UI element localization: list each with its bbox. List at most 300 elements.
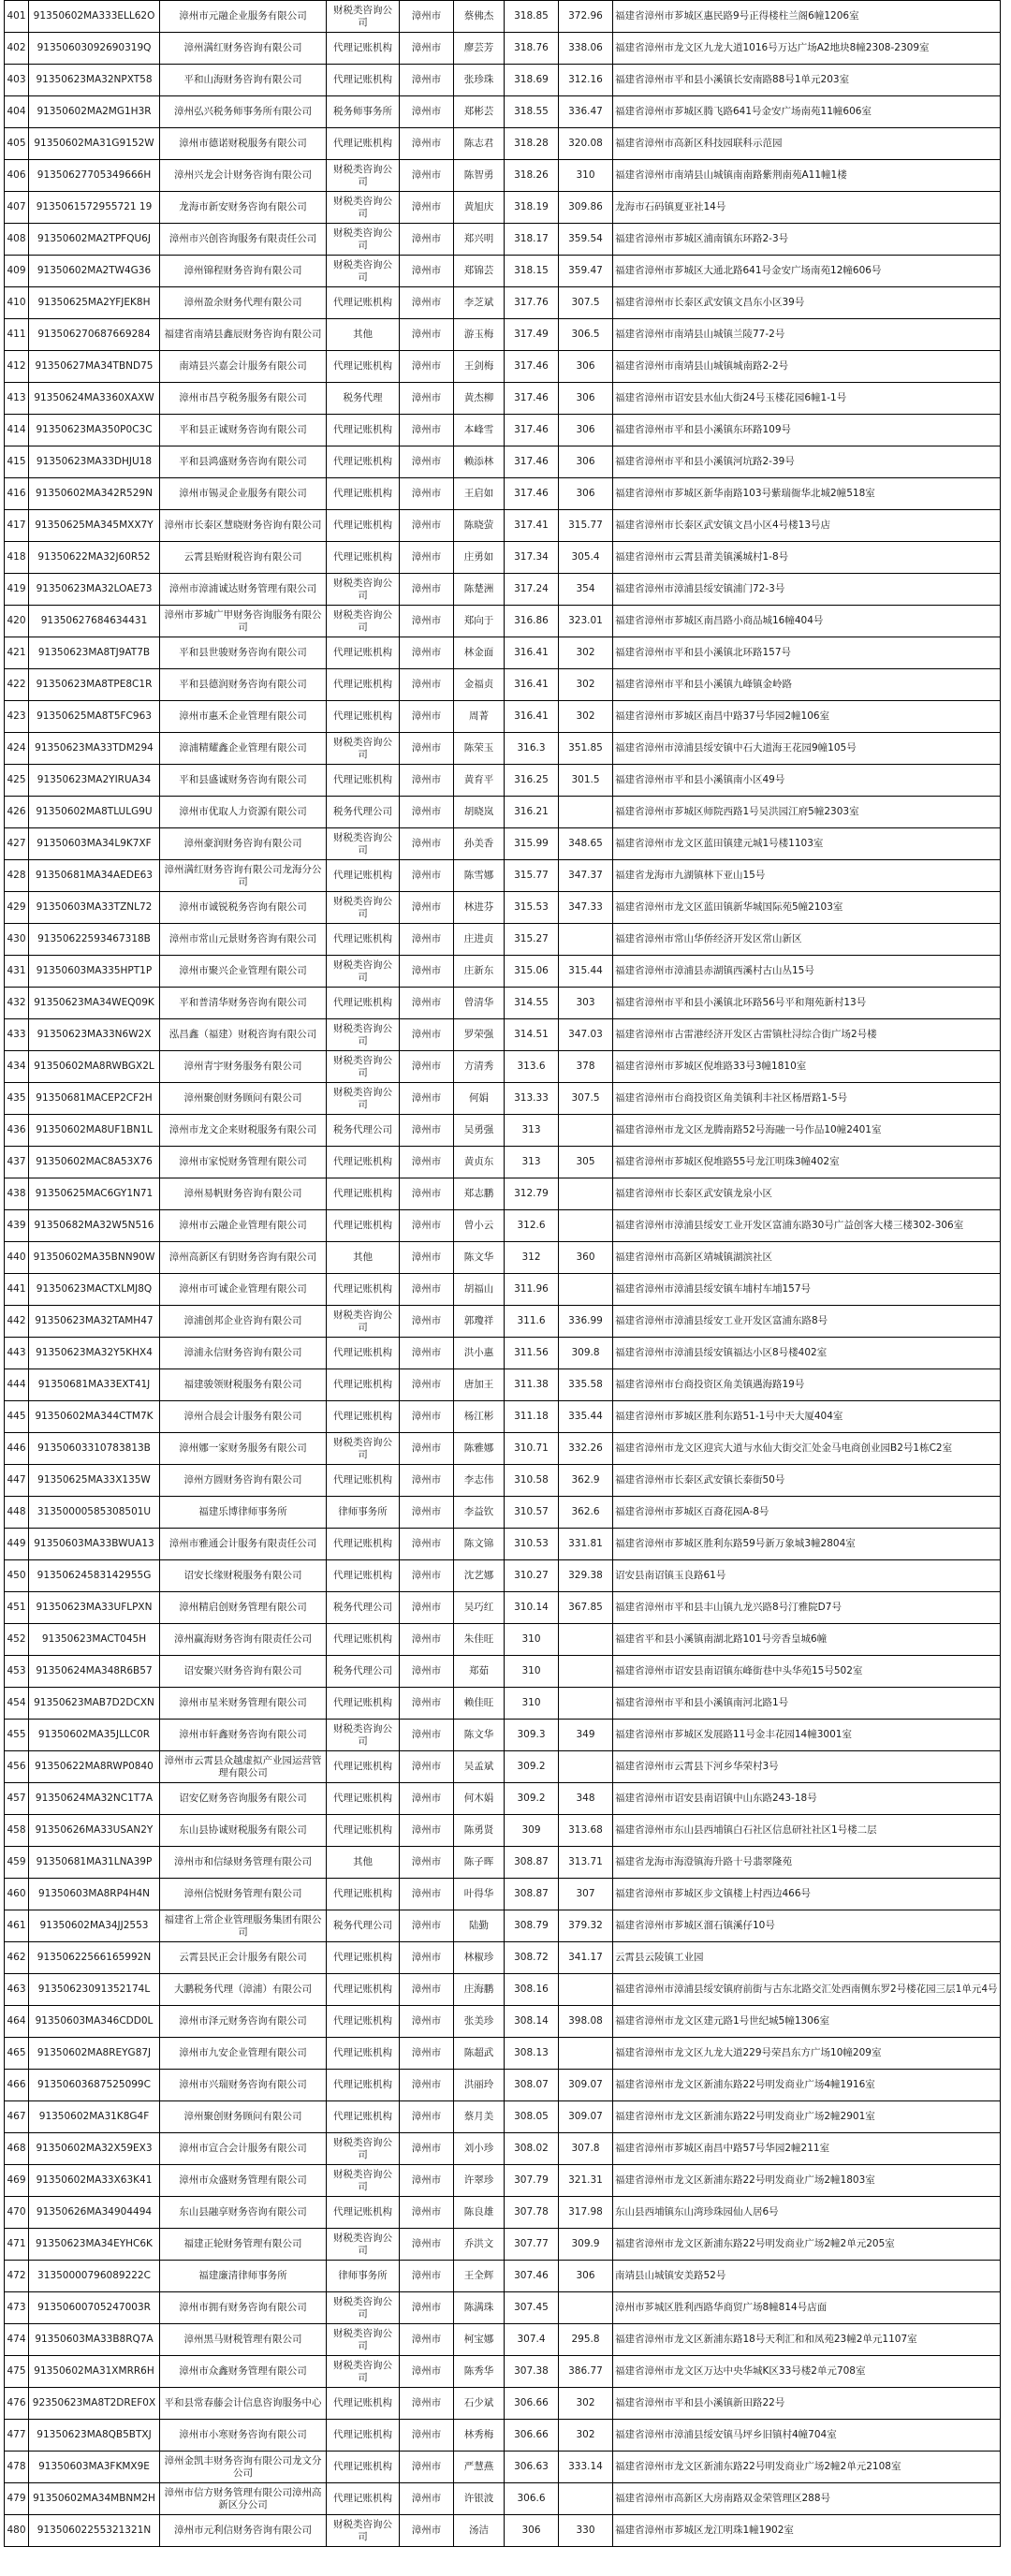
score-cell: 310.27 bbox=[505, 1560, 559, 1592]
company-name-cell: 漳州聚创财务顾问有限公司 bbox=[160, 2101, 327, 2133]
table-row bbox=[5, 860, 1001, 892]
capital-cell: 306 bbox=[559, 2261, 613, 2292]
score-cell: 310.57 bbox=[505, 1497, 559, 1529]
address-cell: 东山县西埔镇东山湾珍珠园仙人居6号 bbox=[613, 2197, 1001, 2229]
org-type-cell: 代理记账机构 bbox=[327, 415, 400, 446]
address-cell: 福建省漳州市龙文区九龙大道229号荣昌东方广场10幢209室 bbox=[613, 2038, 1001, 2070]
company-name-cell: 福建骏领财税服务有限公司 bbox=[160, 1369, 327, 1401]
table-row bbox=[5, 2261, 1001, 2292]
region-cell: 漳州市 bbox=[400, 96, 454, 128]
region-cell: 漳州市 bbox=[400, 1847, 454, 1879]
region-cell: 漳州市 bbox=[400, 1433, 454, 1465]
address-cell: 福建省漳州市龙文区万达中央华城K区33号楼2单元708室 bbox=[613, 2356, 1001, 2388]
capital-cell: 309.86 bbox=[559, 192, 613, 224]
row-number-cell: 409 bbox=[5, 256, 29, 287]
row-number-cell: 420 bbox=[5, 606, 29, 637]
company-name-cell: 福建乐博律师事务所 bbox=[160, 1497, 327, 1529]
org-type-cell: 财税类咨询公司 bbox=[327, 2515, 400, 2547]
region-cell: 漳州市 bbox=[400, 1306, 454, 1338]
credit-code-cell: 91350625MAC6GY1N71 bbox=[29, 1178, 160, 1210]
score-cell: 311.6 bbox=[505, 1306, 559, 1338]
capital-cell: 329.38 bbox=[559, 1560, 613, 1592]
region-cell: 漳州市 bbox=[400, 956, 454, 988]
credit-code-cell: 91350623MA33DHJU18 bbox=[29, 446, 160, 478]
table-row bbox=[5, 1465, 1001, 1497]
org-type-cell: 税务代理公司 bbox=[327, 797, 400, 828]
capital-cell bbox=[559, 1624, 613, 1656]
score-cell: 315.27 bbox=[505, 924, 559, 956]
org-type-cell: 代理记账机构 bbox=[327, 1210, 400, 1242]
region-cell: 漳州市 bbox=[400, 2356, 454, 2388]
company-name-cell: 龙海市新安财务咨询有限公司 bbox=[160, 192, 327, 224]
address-cell: 福建省龙海市海澄镇海升路十号翡翠隆苑 bbox=[613, 1847, 1001, 1879]
contact-person-cell: 黄杰柳 bbox=[454, 383, 505, 415]
row-number-cell: 402 bbox=[5, 33, 29, 65]
contact-person-cell: 汤洁 bbox=[454, 2515, 505, 2547]
address-cell: 福建省漳州市芗城区龙江明珠1幢1902室 bbox=[613, 2515, 1001, 2547]
credit-code-cell: 91350602MA33X63K41 bbox=[29, 2165, 160, 2197]
credit-code-cell: 91350625MA8T5FC963 bbox=[29, 701, 160, 733]
org-type-cell: 财税类咨询公司 bbox=[327, 956, 400, 988]
company-name-cell: 漳州市九安企业管理有限公司 bbox=[160, 2038, 327, 2070]
region-cell: 漳州市 bbox=[400, 1751, 454, 1783]
capital-cell: 362.6 bbox=[559, 1497, 613, 1529]
score-cell: 306 bbox=[505, 2515, 559, 2547]
address-cell: 福建省漳州市芗城区南昌中路57号华园2幢211室 bbox=[613, 2133, 1001, 2165]
address-cell: 福建省漳州市芗城区南昌中路37号华园2幢106室 bbox=[613, 701, 1001, 733]
credit-code-cell: 91350602MA31K8G4F bbox=[29, 2101, 160, 2133]
org-type-cell: 财税类咨询公司 bbox=[327, 1433, 400, 1465]
org-type-cell: 财税类咨询公司 bbox=[327, 1083, 400, 1115]
address-cell: 福建省漳州市芗城区胜利东路59号新万象城3幢2804室 bbox=[613, 1529, 1001, 1560]
company-name-cell: 漳州青宇财务服务有限公司 bbox=[160, 1051, 327, 1083]
contact-person-cell: 何木娟 bbox=[454, 1783, 505, 1815]
table-row bbox=[5, 574, 1001, 606]
credit-code-cell: 91350622MA8RWP0840 bbox=[29, 1751, 160, 1783]
contact-person-cell: 陈超武 bbox=[454, 2038, 505, 2070]
org-type-cell: 代理记账机构 bbox=[327, 1274, 400, 1306]
region-cell: 漳州市 bbox=[400, 2133, 454, 2165]
table-row bbox=[5, 828, 1001, 860]
table-row bbox=[5, 701, 1001, 733]
score-cell: 310 bbox=[505, 1656, 559, 1688]
table-row bbox=[5, 1720, 1001, 1751]
address-cell: 福建省漳州市平和县小溪镇长安南路88号1单元203室 bbox=[613, 65, 1001, 96]
company-name-cell: 漳州盈余财务代理有限公司 bbox=[160, 287, 327, 319]
org-type-cell: 代理记账机构 bbox=[327, 765, 400, 797]
credit-code-cell: 91350603MA335HPT1P bbox=[29, 956, 160, 988]
region-cell: 漳州市 bbox=[400, 1242, 454, 1274]
region-cell: 漳州市 bbox=[400, 1210, 454, 1242]
row-number-cell: 411 bbox=[5, 319, 29, 351]
company-name-cell: 漳州金凯丰财务咨询有限公司龙文分公司 bbox=[160, 2452, 327, 2483]
company-name-cell: 云霄县民正会计服务有限公司 bbox=[160, 1942, 327, 1974]
company-name-cell: 漳州市常山元景财务咨询有限公司 bbox=[160, 924, 327, 956]
company-name-cell: 漳州市元融企业服务有限公司 bbox=[160, 1, 327, 33]
contact-person-cell: 陈子晖 bbox=[454, 1847, 505, 1879]
row-number-cell: 405 bbox=[5, 128, 29, 160]
address-cell: 福建省漳州市南靖县山城镇兰陵77-2号 bbox=[613, 319, 1001, 351]
org-type-cell: 财税类咨询公司 bbox=[327, 192, 400, 224]
score-cell: 317.41 bbox=[505, 510, 559, 542]
contact-person-cell: 柯宝娜 bbox=[454, 2324, 505, 2356]
row-number-cell: 459 bbox=[5, 1847, 29, 1879]
credit-code-cell: 91350681MA34AEDE63 bbox=[29, 860, 160, 892]
row-number-cell: 426 bbox=[5, 797, 29, 828]
address-cell: 福建省漳州市平和县小溪镇新田路22号 bbox=[613, 2388, 1001, 2420]
row-number-cell: 422 bbox=[5, 669, 29, 701]
address-cell: 福建省漳州市龙文区新浦东路18号天利汇和和凤苑23幢2单元1107室 bbox=[613, 2324, 1001, 2356]
table-row bbox=[5, 1338, 1001, 1369]
table-row bbox=[5, 1942, 1001, 1974]
address-cell: 福建省漳州市龙文区新浦东路22号明发商业广场2幢2单元205室 bbox=[613, 2229, 1001, 2261]
credit-code-cell: 91350602MA35JLLC0R bbox=[29, 1720, 160, 1751]
table-row bbox=[5, 606, 1001, 637]
contact-person-cell: 方清秀 bbox=[454, 1051, 505, 1083]
org-type-cell: 财税类咨询公司 bbox=[327, 2165, 400, 2197]
address-cell: 福建省漳州市龙文区新浦东路22号明发商业广场2幢1803室 bbox=[613, 2165, 1001, 2197]
address-cell: 福建省漳州市平和县丰山镇九龙兴路8号汀雅院D7号 bbox=[613, 1592, 1001, 1624]
contact-person-cell: 庄进贞 bbox=[454, 924, 505, 956]
credit-code-cell: 91350602MA342R529N bbox=[29, 478, 160, 510]
capital-cell bbox=[559, 2292, 613, 2324]
capital-cell bbox=[559, 1274, 613, 1306]
address-cell: 福建省漳州市诏安县水仙大街24号玉楼花园6幢1-1号 bbox=[613, 383, 1001, 415]
table-row bbox=[5, 2292, 1001, 2324]
org-type-cell: 代理记账机构 bbox=[327, 1178, 400, 1210]
credit-code-cell: 91350603MA3FKMX9E bbox=[29, 2452, 160, 2483]
capital-cell: 347.33 bbox=[559, 892, 613, 924]
row-number-cell: 480 bbox=[5, 2515, 29, 2547]
contact-person-cell: 郑茹 bbox=[454, 1656, 505, 1688]
credit-code-cell: 91350625MA33X135W bbox=[29, 1465, 160, 1497]
region-cell: 漳州市 bbox=[400, 2165, 454, 2197]
org-type-cell: 代理记账机构 bbox=[327, 701, 400, 733]
capital-cell: 338.06 bbox=[559, 33, 613, 65]
score-cell: 316.21 bbox=[505, 797, 559, 828]
capital-cell: 341.17 bbox=[559, 1942, 613, 1974]
contact-person-cell: 陈文华 bbox=[454, 1242, 505, 1274]
address-cell: 福建省漳州市东山县西埔镇白石社区信息研社社区1号楼二层 bbox=[613, 1815, 1001, 1847]
credit-code-cell: 9135061572955721 19 bbox=[29, 192, 160, 224]
row-number-cell: 408 bbox=[5, 224, 29, 256]
row-number-cell: 434 bbox=[5, 1051, 29, 1083]
address-cell: 福建省漳州市云霄县下河乡华荣村3号 bbox=[613, 1751, 1001, 1783]
region-cell: 漳州市 bbox=[400, 1910, 454, 1942]
region-cell: 漳州市 bbox=[400, 1338, 454, 1369]
row-number-cell: 448 bbox=[5, 1497, 29, 1529]
row-number-cell: 476 bbox=[5, 2388, 29, 2420]
table-row bbox=[5, 319, 1001, 351]
table-row bbox=[5, 892, 1001, 924]
capital-cell bbox=[559, 2038, 613, 2070]
org-type-cell: 财税类咨询公司 bbox=[327, 1019, 400, 1051]
score-cell: 316.86 bbox=[505, 606, 559, 637]
table-row bbox=[5, 2452, 1001, 2483]
table-row bbox=[5, 2133, 1001, 2165]
address-cell: 云霄县云陵镇工业园 bbox=[613, 1942, 1001, 1974]
company-name-cell: 漳州市兴瑞财务咨询有限公司 bbox=[160, 2070, 327, 2101]
credit-code-cell: 91350623MA350P0C3C bbox=[29, 415, 160, 446]
table-row bbox=[5, 2388, 1001, 2420]
score-cell: 306.66 bbox=[505, 2420, 559, 2452]
address-cell: 福建省漳州市芗城区发展路11号金丰花园14幢3001室 bbox=[613, 1720, 1001, 1751]
table-row bbox=[5, 383, 1001, 415]
address-cell: 福建省漳州市芗城区师院西路1号吴洪园江府5幢2303室 bbox=[613, 797, 1001, 828]
score-cell: 308.87 bbox=[505, 1847, 559, 1879]
capital-cell bbox=[559, 1974, 613, 2006]
capital-cell bbox=[559, 1115, 613, 1147]
org-type-cell: 代理记账机构 bbox=[327, 1783, 400, 1815]
score-cell: 308.05 bbox=[505, 2101, 559, 2133]
score-cell: 318.26 bbox=[505, 160, 559, 192]
company-name-cell: 漳州市拥有财务咨询有限公司 bbox=[160, 2292, 327, 2324]
address-cell: 福建省漳州市芗城区溜石镇溪仔10号 bbox=[613, 1910, 1001, 1942]
org-type-cell: 代理记账机构 bbox=[327, 33, 400, 65]
credit-code-cell: 91350603MA33B8RQ7A bbox=[29, 2324, 160, 2356]
contact-person-cell: 陈满珠 bbox=[454, 2292, 505, 2324]
contact-person-cell: 庄勇如 bbox=[454, 542, 505, 574]
score-cell: 317.76 bbox=[505, 287, 559, 319]
row-number-cell: 444 bbox=[5, 1369, 29, 1401]
address-cell: 福建省漳州市高新区大房南路双金荣管理区288号 bbox=[613, 2483, 1001, 2515]
capital-cell: 295.8 bbox=[559, 2324, 613, 2356]
score-cell: 309.3 bbox=[505, 1720, 559, 1751]
region-cell: 漳州市 bbox=[400, 128, 454, 160]
capital-cell: 306 bbox=[559, 478, 613, 510]
address-cell: 福建省漳州市龙文区建元路1号世纪城5幢1306室 bbox=[613, 2006, 1001, 2038]
row-number-cell: 430 bbox=[5, 924, 29, 956]
org-type-cell: 代理记账机构 bbox=[327, 2420, 400, 2452]
address-cell: 福建省漳州市高新区科技园联科示范园 bbox=[613, 128, 1001, 160]
company-name-cell: 诏安长缘财税服务有限公司 bbox=[160, 1560, 327, 1592]
contact-person-cell: 王剑梅 bbox=[454, 351, 505, 383]
contact-person-cell: 林进芬 bbox=[454, 892, 505, 924]
credit-code-cell: 91350602MA344CTM7K bbox=[29, 1401, 160, 1433]
score-cell: 313 bbox=[505, 1147, 559, 1178]
credit-code-cell: 91350623MA8TPE8C1R bbox=[29, 669, 160, 701]
address-cell: 福建省漳州市漳浦县绥安镇福达小区8号楼402室 bbox=[613, 1338, 1001, 1369]
contact-person-cell: 胡福山 bbox=[454, 1274, 505, 1306]
address-cell: 福建省漳州市南靖县山城镇城南路2-2号 bbox=[613, 351, 1001, 383]
company-name-cell: 漳州娜一家财务服务有限公司 bbox=[160, 1433, 327, 1465]
table-row bbox=[5, 2515, 1001, 2547]
company-name-cell: 漳州赢海财务咨询有限责任公司 bbox=[160, 1624, 327, 1656]
org-type-cell: 其他 bbox=[327, 319, 400, 351]
capital-cell bbox=[559, 1688, 613, 1720]
region-cell: 漳州市 bbox=[400, 1019, 454, 1051]
region-cell: 漳州市 bbox=[400, 828, 454, 860]
company-name-cell: 平和县德润财务咨询有限公司 bbox=[160, 669, 327, 701]
score-cell: 308.87 bbox=[505, 1879, 559, 1910]
score-cell: 310.71 bbox=[505, 1433, 559, 1465]
capital-cell: 335.58 bbox=[559, 1369, 613, 1401]
contact-person-cell: 郑兴明 bbox=[454, 224, 505, 256]
credit-code-cell: 91350681MA31LNA39P bbox=[29, 1847, 160, 1879]
company-name-cell: 福建正轮财务管理有限公司 bbox=[160, 2229, 327, 2261]
credit-code-cell: 91350625MA2YFJEK8H bbox=[29, 287, 160, 319]
region-cell: 漳州市 bbox=[400, 224, 454, 256]
score-cell: 316.41 bbox=[505, 669, 559, 701]
score-cell: 308.02 bbox=[505, 2133, 559, 2165]
score-cell: 308.14 bbox=[505, 2006, 559, 2038]
contact-person-cell: 沈艺娜 bbox=[454, 1560, 505, 1592]
region-cell: 漳州市 bbox=[400, 1783, 454, 1815]
score-cell: 318.85 bbox=[505, 1, 559, 33]
region-cell: 漳州市 bbox=[400, 1720, 454, 1751]
contact-person-cell: 叶得华 bbox=[454, 1879, 505, 1910]
contact-person-cell: 郭瓊祥 bbox=[454, 1306, 505, 1338]
address-cell: 诏安县南诏镇玉良路61号 bbox=[613, 1560, 1001, 1592]
region-cell: 漳州市 bbox=[400, 1401, 454, 1433]
contact-person-cell: 林秀梅 bbox=[454, 2420, 505, 2452]
capital-cell: 306 bbox=[559, 351, 613, 383]
contact-person-cell: 胡晓岚 bbox=[454, 797, 505, 828]
contact-person-cell: 陈勇贤 bbox=[454, 1815, 505, 1847]
score-cell: 311.56 bbox=[505, 1338, 559, 1369]
credit-code-cell: 91350602MA8REYG87J bbox=[29, 2038, 160, 2070]
capital-cell: 302 bbox=[559, 669, 613, 701]
company-name-cell: 漳州市轩鑫财务咨询有限公司 bbox=[160, 1720, 327, 1751]
org-type-cell: 财税类咨询公司 bbox=[327, 606, 400, 637]
region-cell: 漳州市 bbox=[400, 1688, 454, 1720]
capital-cell: 379.32 bbox=[559, 1910, 613, 1942]
table-row bbox=[5, 96, 1001, 128]
address-cell: 福建省漳州市平和县小溪镇东环路109号 bbox=[613, 415, 1001, 446]
company-name-cell: 漳州高新区有钥财务咨询有限公司 bbox=[160, 1242, 327, 1274]
row-number-cell: 404 bbox=[5, 96, 29, 128]
contact-person-cell: 张珍珠 bbox=[454, 65, 505, 96]
address-cell: 福建省漳州市芗城区倪堆路33号3幢1810室 bbox=[613, 1051, 1001, 1083]
score-cell: 308.79 bbox=[505, 1910, 559, 1942]
region-cell: 漳州市 bbox=[400, 2420, 454, 2452]
row-number-cell: 431 bbox=[5, 956, 29, 988]
contact-person-cell: 陈良雄 bbox=[454, 2197, 505, 2229]
company-name-cell: 平和县正诚财务咨询有限公司 bbox=[160, 415, 327, 446]
company-name-cell: 漳州市星米财务管理有限公司 bbox=[160, 1688, 327, 1720]
score-cell: 315.99 bbox=[505, 828, 559, 860]
org-type-cell: 代理记账机构 bbox=[327, 1624, 400, 1656]
company-name-cell: 福建廉清律师事务所 bbox=[160, 2261, 327, 2292]
contact-person-cell: 陈智勇 bbox=[454, 160, 505, 192]
contact-person-cell: 黄贞东 bbox=[454, 1147, 505, 1178]
table-row bbox=[5, 510, 1001, 542]
address-cell: 南靖县山城镇安美路52号 bbox=[613, 2261, 1001, 2292]
company-name-cell: 福建省上常企业管理服务集团有限公司 bbox=[160, 1910, 327, 1942]
table-row bbox=[5, 1656, 1001, 1688]
org-type-cell: 代理记账机构 bbox=[327, 1688, 400, 1720]
table-row bbox=[5, 1910, 1001, 1942]
company-name-cell: 平和普清华财务咨询有限公司 bbox=[160, 988, 327, 1019]
org-type-cell: 财税类咨询公司 bbox=[327, 2292, 400, 2324]
row-number-cell: 441 bbox=[5, 1274, 29, 1306]
credit-code-cell: 91350602MA35BNN90W bbox=[29, 1242, 160, 1274]
company-name-cell: 南靖县兴嘉会计服务有限公司 bbox=[160, 351, 327, 383]
capital-cell bbox=[559, 1178, 613, 1210]
org-type-cell: 代理记账机构 bbox=[327, 1465, 400, 1497]
address-cell: 福建省漳州市漳浦县绥安镇浦门72-3号 bbox=[613, 574, 1001, 606]
contact-person-cell: 黄旭庆 bbox=[454, 192, 505, 224]
org-type-cell: 代理记账机构 bbox=[327, 287, 400, 319]
table-row bbox=[5, 1433, 1001, 1465]
credit-code-cell: 91350623MA32LOAE73 bbox=[29, 574, 160, 606]
table-row bbox=[5, 2420, 1001, 2452]
region-cell: 漳州市 bbox=[400, 2324, 454, 2356]
credit-code-cell: 91350602MA2TPFQU6J bbox=[29, 224, 160, 256]
table-row bbox=[5, 956, 1001, 988]
address-cell: 福建省漳州市龙文区蓝田镇新华城国际苑5幢2103室 bbox=[613, 892, 1001, 924]
table-row bbox=[5, 765, 1001, 797]
credit-code-cell: 91350623MA32NPXT58 bbox=[29, 65, 160, 96]
score-cell: 310.14 bbox=[505, 1592, 559, 1624]
company-name-cell: 漳州市锡灵企业服务有限公司 bbox=[160, 478, 327, 510]
company-name-cell: 漳州合晨会计服务有限公司 bbox=[160, 1401, 327, 1433]
company-name-cell: 漳州市龙文企来财税服务有限公司 bbox=[160, 1115, 327, 1147]
table-row bbox=[5, 1974, 1001, 2006]
table-row bbox=[5, 2038, 1001, 2070]
row-number-cell: 403 bbox=[5, 65, 29, 96]
credit-code-cell: 91350602MA2MG1H3R bbox=[29, 96, 160, 128]
score-cell: 317.49 bbox=[505, 319, 559, 351]
score-cell: 317.46 bbox=[505, 478, 559, 510]
org-type-cell: 代理记账机构 bbox=[327, 446, 400, 478]
region-cell: 漳州市 bbox=[400, 637, 454, 669]
credit-code-cell: 91350623MACTXLMJ8Q bbox=[29, 1274, 160, 1306]
address-cell: 福建省漳州市古雷港经济开发区古雷镇杜浔综合街广场2号楼 bbox=[613, 1019, 1001, 1051]
credit-code-cell: 91350626MA33USAN2Y bbox=[29, 1815, 160, 1847]
contact-person-cell: 陈雪娜 bbox=[454, 860, 505, 892]
row-number-cell: 413 bbox=[5, 383, 29, 415]
contact-person-cell: 游玉梅 bbox=[454, 319, 505, 351]
org-type-cell: 代理记账机构 bbox=[327, 542, 400, 574]
org-type-cell: 税务代理公司 bbox=[327, 1115, 400, 1147]
org-type-cell: 代理记账机构 bbox=[327, 924, 400, 956]
contact-person-cell: 吴勇强 bbox=[454, 1115, 505, 1147]
score-cell: 311.18 bbox=[505, 1401, 559, 1433]
org-type-cell: 代理记账机构 bbox=[327, 2452, 400, 2483]
table-row bbox=[5, 256, 1001, 287]
contact-person-cell: 洪小惠 bbox=[454, 1338, 505, 1369]
address-cell: 福建省漳州市长泰区武安镇长泰街50号 bbox=[613, 1465, 1001, 1497]
address-cell: 福建省漳州市平和县小溪镇河坑路2-39号 bbox=[613, 446, 1001, 478]
row-number-cell: 429 bbox=[5, 892, 29, 924]
credit-code-cell: 91350624583142955G bbox=[29, 1560, 160, 1592]
table-row bbox=[5, 669, 1001, 701]
capital-cell: 306 bbox=[559, 446, 613, 478]
region-cell: 漳州市 bbox=[400, 33, 454, 65]
row-number-cell: 475 bbox=[5, 2356, 29, 2388]
score-cell: 308.72 bbox=[505, 1942, 559, 1974]
score-cell: 309.2 bbox=[505, 1751, 559, 1783]
org-type-cell: 税务代理公司 bbox=[327, 1656, 400, 1688]
address-cell: 福建省龙海市九湖镇林下亚山15号 bbox=[613, 860, 1001, 892]
credit-code-cell: 91350603687525099C bbox=[29, 2070, 160, 2101]
row-number-cell: 464 bbox=[5, 2006, 29, 2038]
org-type-cell: 代理记账机构 bbox=[327, 2038, 400, 2070]
org-type-cell: 代理记账机构 bbox=[327, 1974, 400, 2006]
company-name-cell: 漳浦永信财务咨询有限公司 bbox=[160, 1338, 327, 1369]
region-cell: 漳州市 bbox=[400, 765, 454, 797]
table-row bbox=[5, 988, 1001, 1019]
table-row bbox=[5, 1783, 1001, 1815]
credit-code-cell: 91350622566165992N bbox=[29, 1942, 160, 1974]
contact-person-cell: 周菁 bbox=[454, 701, 505, 733]
region-cell: 漳州市 bbox=[400, 1115, 454, 1147]
address-cell: 福建省漳州市长泰区武安镇文昌小区4号楼13号店 bbox=[613, 510, 1001, 542]
credit-code-cell: 91350627705349666H bbox=[29, 160, 160, 192]
score-cell: 317.46 bbox=[505, 351, 559, 383]
row-number-cell: 439 bbox=[5, 1210, 29, 1242]
